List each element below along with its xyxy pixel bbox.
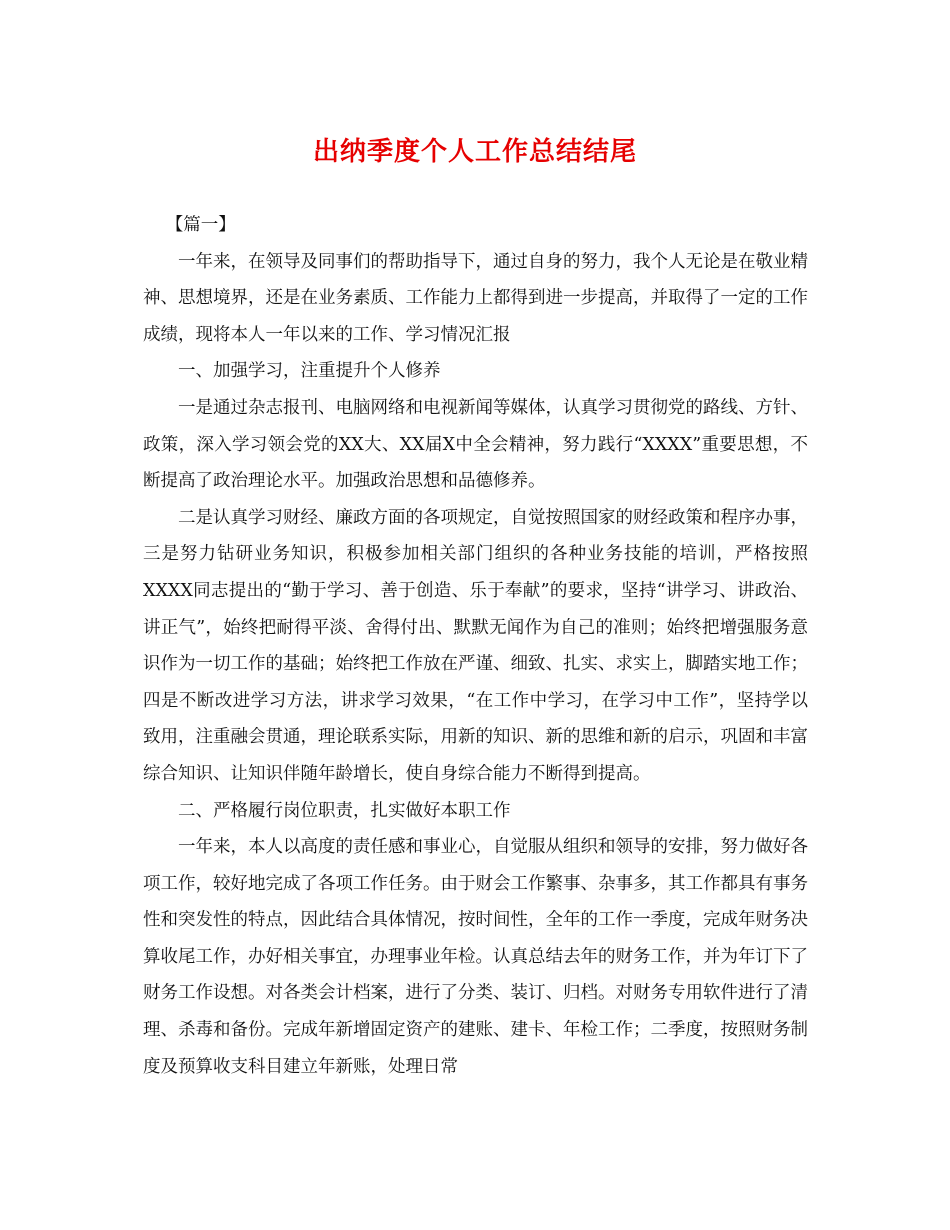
paragraph-study-1: 一是通过杂志报刊、电脑网络和电视新闻等媒体，认真学习贯彻党的路线、方针、政策，深入学习领会党的XX大、XX届X中全会精神，努力践行“XXXX”重要思想，不断提高了政治理论水平。加强政治思想和品德修养。	[143, 397, 808, 492]
paragraph-duties: 一年来，本人以高度的责任感和事业心，自觉服从组织和领导的安排，努力做好各项工作，较好地完成了各项工作任务。由于财会工作繁事、杂事多，其工作都具有事务性和突发性的特点，因此结合具体情况，按时间性，全年的工作一季度，完成年财务决算收尾工作，办好相关事宜，办理事业年检。认真总结去年的财务工作，并为年订下了财务工作设想。对各类会计档案，进行了分类、装订、归档。对财务专用软件进行了清理、杀毒和备份。完成年新增固定资产的建账、建卡、年检工作；二季度，按照财务制度及预算收支科目建立年新账，处理日常	[143, 837, 808, 1077]
heading-section-2: 二、严格履行岗位职责，扎实做好本职工作	[178, 800, 511, 821]
paragraph-study-2: 二是认真学习财经、廉政方面的各项规定，自觉按照国家的财经政策和程序办事，三是努力钻研业务知识，积极参加相关部门组织的各种业务技能的培训，严格按照XXXX同志提出的“勤于学习、善于创造、乐于奉献”的要求，坚持“讲学习、讲政治、讲正气”，始终把耐得平淡、舍得付出、默默无闻作为自己的准则；始终把增强服务意识作为一切工作的基础；始终把工作放在严谨、细致、扎实、求实上，脚踏实地工作；四是不断改进学习方法，讲求学习效果，“在工作中学习，在学习中工作”，坚持学以致用，注重融会贯通，理论联系实际，用新的知识、新的思维和新的启示，巩固和丰富综合知识、让知识伴随年龄增长，使自身综合能力不断得到提高。	[143, 507, 808, 784]
heading-section-1: 一、加强学习，注重提升个人修养	[178, 361, 441, 382]
section-label: 【篇一】	[165, 215, 236, 235]
paragraph-intro: 一年来，在领导及同事们的帮助指导下，通过自身的努力，我个人无论是在敬业精神、思想境界，还是在业务素质、工作能力上都得到进一步提高，并取得了一定的工作成绩，现将本人一年以来的工作、学习情况汇报	[143, 251, 808, 345]
document-title: 出纳季度个人工作总结结尾	[312, 137, 637, 167]
document-body	[143, 207, 808, 1085]
